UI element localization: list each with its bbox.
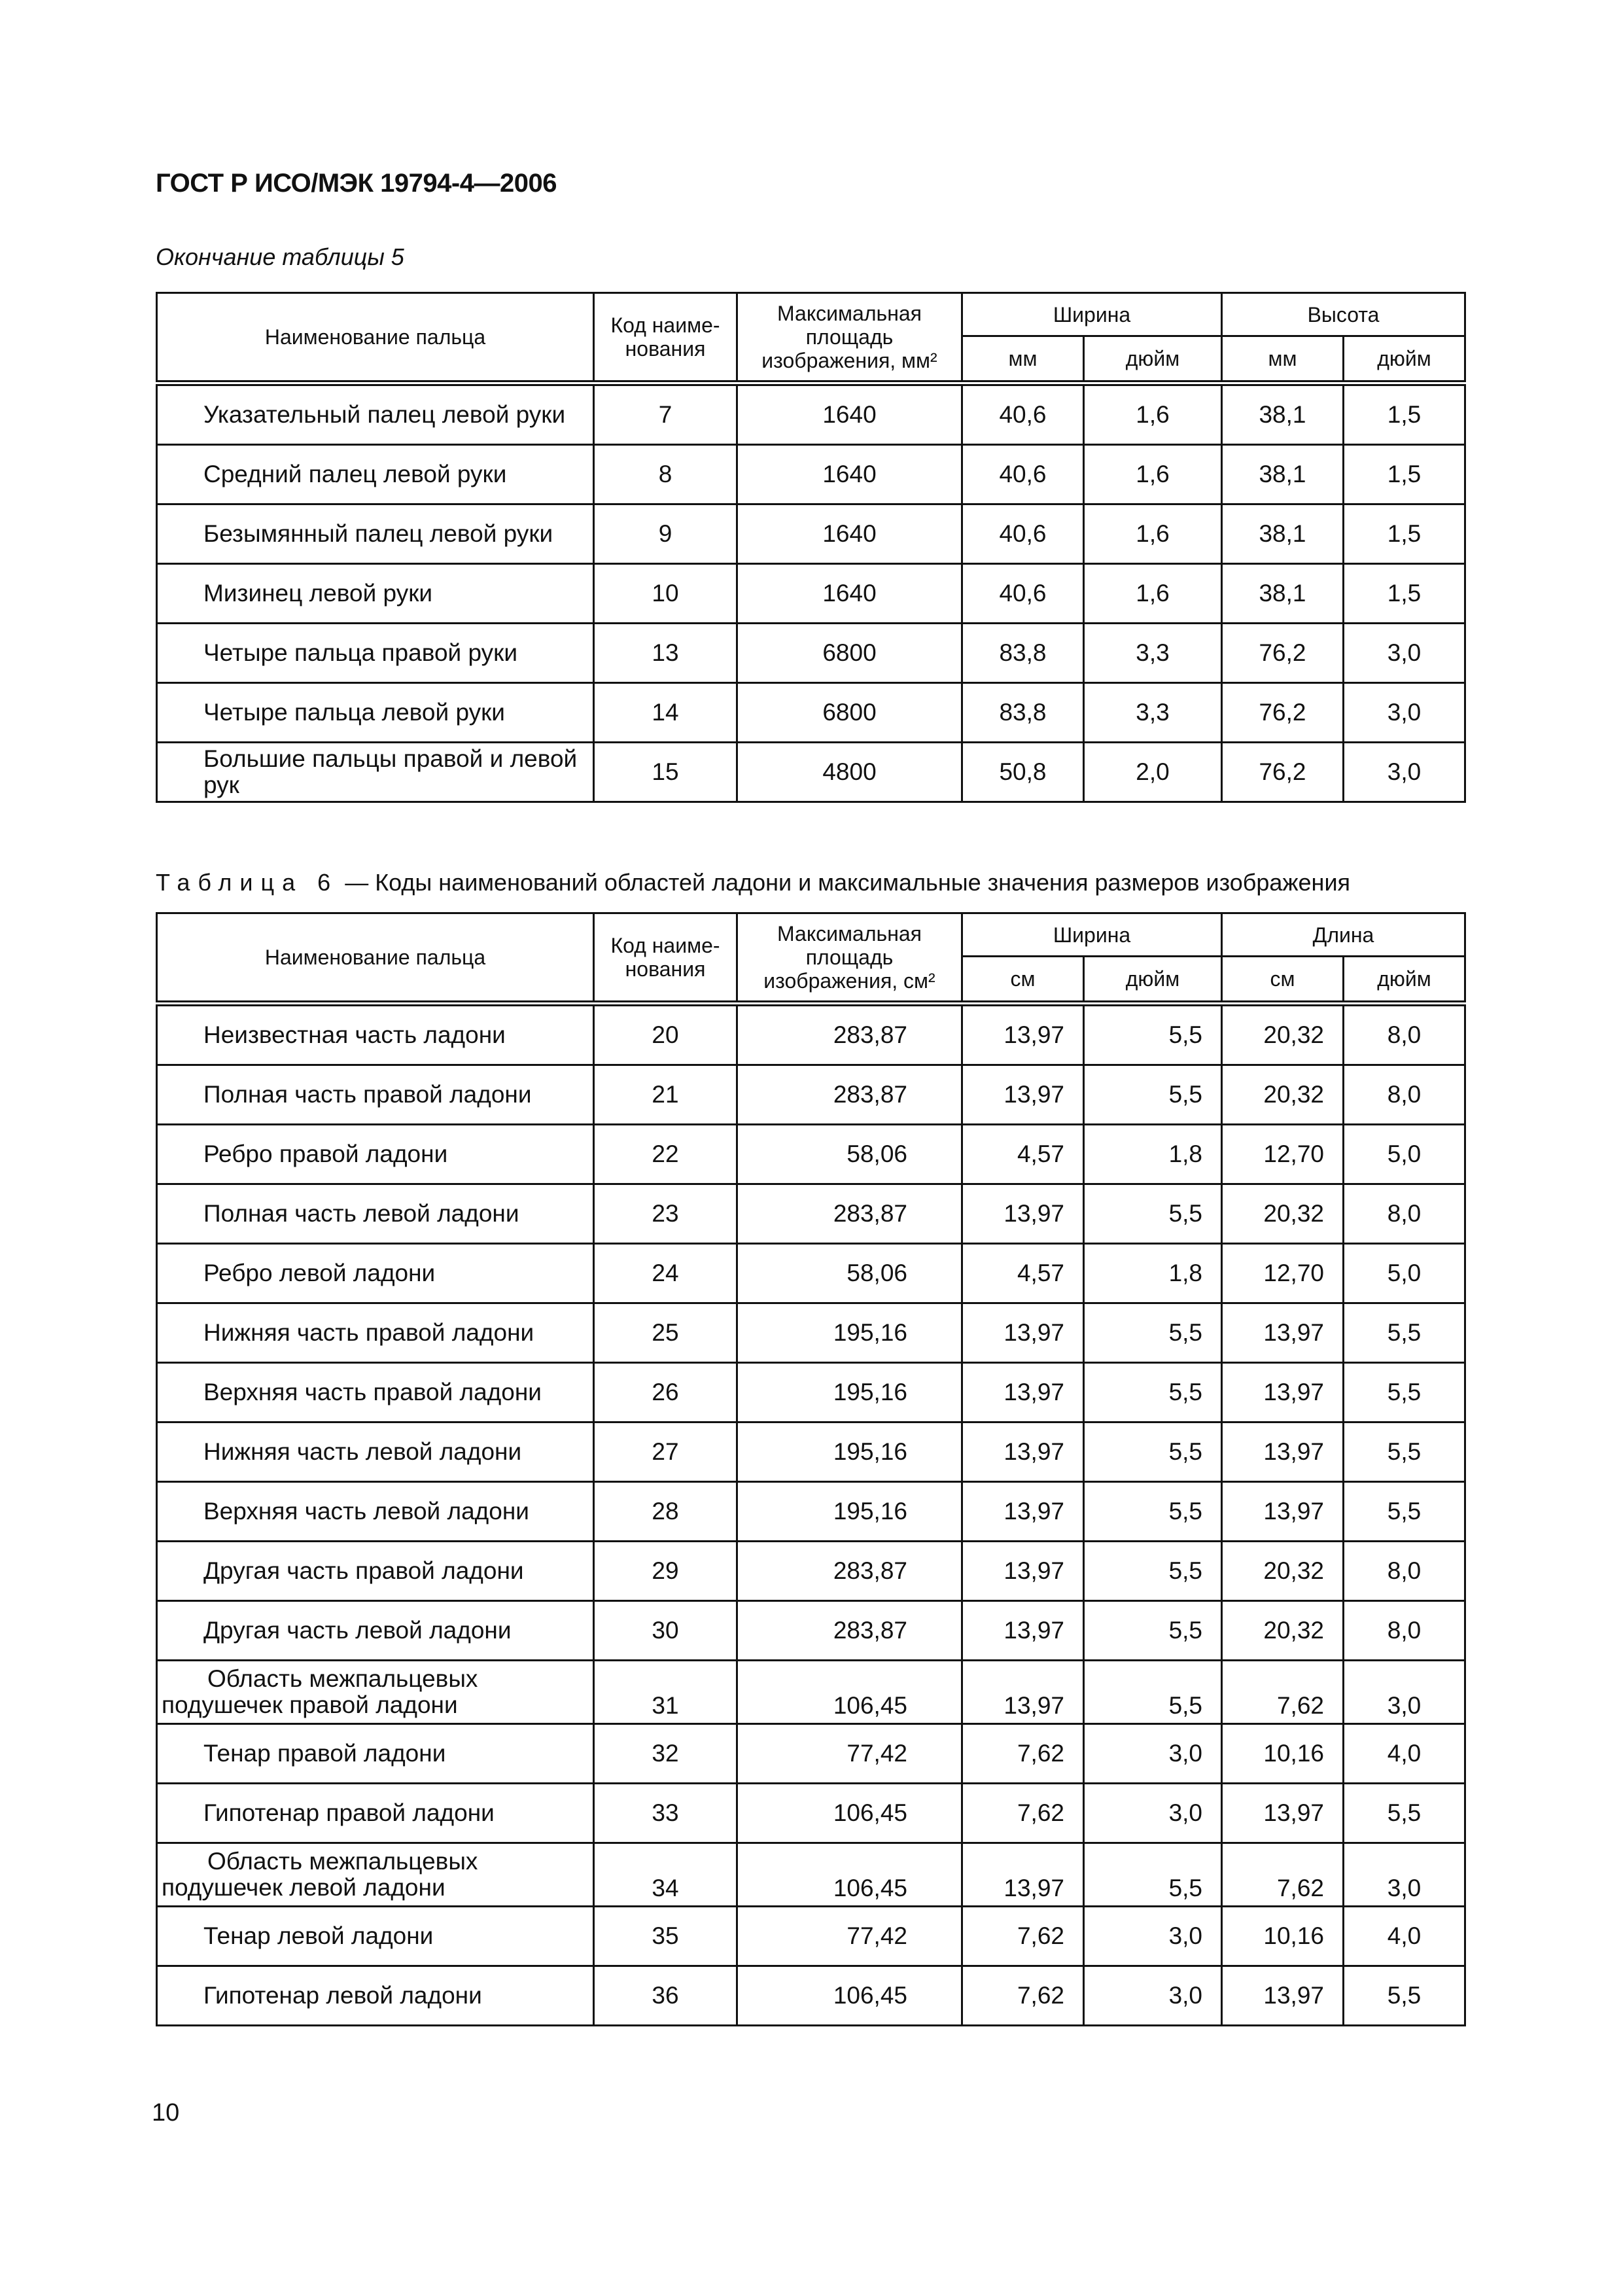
table-row: [157, 1661, 1465, 1724]
cell-area: 77,42: [737, 1724, 962, 1784]
cell-area: 106,45: [737, 1966, 962, 2026]
table-row: [157, 1601, 1465, 1661]
cell-width-metric: 13,97: [962, 1004, 1084, 1065]
cell-width-inch: 5,5: [1084, 1363, 1222, 1422]
cell-area: 106,45: [737, 1843, 962, 1907]
table-row: [157, 1482, 1465, 1542]
cell-width-metric: 13,97: [962, 1661, 1084, 1724]
cell-width-inch: 5,5: [1084, 1184, 1222, 1244]
cell-height-metric: 38,1: [1222, 564, 1344, 624]
cell-width-inch: 5,5: [1084, 1303, 1222, 1363]
cell-code: 21: [594, 1065, 737, 1125]
cell-area: 6800: [737, 624, 962, 683]
table-row: [157, 1843, 1465, 1907]
cell-width-inch: 1,8: [1084, 1125, 1222, 1184]
table6-caption-text: — Коды наименований областей ладони и максимальные значения размеров изображения: [345, 869, 1351, 896]
cell-code: 36: [594, 1966, 737, 2026]
cell-name: Тенар правой ладони: [157, 1724, 594, 1784]
header-height-inch: дюйм: [1344, 336, 1465, 383]
cell-width-metric: 40,6: [962, 383, 1084, 445]
cell-name: Нижняя часть правой ладони: [157, 1303, 594, 1363]
cell-width-metric: 7,62: [962, 1784, 1084, 1843]
cell-width-metric: 13,97: [962, 1542, 1084, 1601]
header-code: Код наиме-нования: [594, 913, 737, 1004]
cell-code: 22: [594, 1125, 737, 1184]
cell-name: Полная часть левой ладони: [157, 1184, 594, 1244]
table-row: [157, 1004, 1465, 1065]
cell-name: Четыре пальца левой руки: [157, 683, 594, 743]
cell-height-inch: 8,0: [1344, 1184, 1465, 1244]
cell-area: 283,87: [737, 1601, 962, 1661]
cell-height-inch: 4,0: [1344, 1907, 1465, 1966]
cell-height-inch: 4,0: [1344, 1724, 1465, 1784]
cell-width-inch: 5,5: [1084, 1065, 1222, 1125]
cell-width-inch: 3,0: [1084, 1724, 1222, 1784]
cell-width-metric: 83,8: [962, 624, 1084, 683]
cell-name: Ребро правой ладони: [157, 1125, 594, 1184]
cell-width-inch: 3,3: [1084, 624, 1222, 683]
header-width-metric: мм: [962, 336, 1084, 383]
cell-code: 30: [594, 1601, 737, 1661]
cell-height-inch: 3,0: [1344, 1843, 1465, 1907]
table-row: [157, 383, 1465, 445]
cell-width-inch: 3,0: [1084, 1907, 1222, 1966]
header-height-metric: мм: [1222, 336, 1344, 383]
table-row: [157, 1065, 1465, 1125]
cell-name: Верхняя часть левой ладони: [157, 1482, 594, 1542]
cell-height-inch: 5,5: [1344, 1303, 1465, 1363]
page-number: 10: [152, 2099, 180, 2127]
header-length-inch: дюйм: [1344, 957, 1465, 1004]
cell-height-metric: 10,16: [1222, 1724, 1344, 1784]
cell-area: 195,16: [737, 1303, 962, 1363]
table-row: [157, 564, 1465, 624]
cell-height-metric: 13,97: [1222, 1303, 1344, 1363]
cell-height-metric: 7,62: [1222, 1661, 1344, 1724]
cell-code: 34: [594, 1843, 737, 1907]
cell-height-metric: 13,97: [1222, 1422, 1344, 1482]
cell-name: Средний палец левой руки: [157, 445, 594, 504]
cell-width-metric: 7,62: [962, 1966, 1084, 2026]
table-row: [157, 743, 1465, 802]
cell-height-metric: 20,32: [1222, 1601, 1344, 1661]
header-width: Ширина: [962, 913, 1222, 957]
cell-height-inch: 5,5: [1344, 1784, 1465, 1843]
cell-width-inch: 1,8: [1084, 1244, 1222, 1303]
table-row: [157, 624, 1465, 683]
cell-height-metric: 38,1: [1222, 504, 1344, 564]
cell-area: 58,06: [737, 1125, 962, 1184]
cell-height-metric: 7,62: [1222, 1843, 1344, 1907]
cell-width-metric: 13,97: [962, 1363, 1084, 1422]
cell-width-metric: 7,62: [962, 1907, 1084, 1966]
cell-height-inch: 1,5: [1344, 383, 1465, 445]
cell-width-metric: 40,6: [962, 504, 1084, 564]
cell-height-metric: 12,70: [1222, 1125, 1344, 1184]
cell-code: 24: [594, 1244, 737, 1303]
table6-caption: [156, 869, 1350, 896]
cell-code: 13: [594, 624, 737, 683]
cell-code: 14: [594, 683, 737, 743]
cell-code: 9: [594, 504, 737, 564]
cell-width-inch: 5,5: [1084, 1542, 1222, 1601]
cell-width-metric: 4,57: [962, 1244, 1084, 1303]
cell-height-inch: 1,5: [1344, 445, 1465, 504]
cell-height-metric: 20,32: [1222, 1184, 1344, 1244]
cell-height-metric: 13,97: [1222, 1784, 1344, 1843]
cell-area: 6800: [737, 683, 962, 743]
cell-name: Гипотенар левой ладони: [157, 1966, 594, 2026]
table6-caption-label: Таблица 6: [156, 869, 339, 896]
table-row: [157, 1363, 1465, 1422]
table-row: [157, 1303, 1465, 1363]
table-row: [157, 1784, 1465, 1843]
cell-width-metric: 13,97: [962, 1184, 1084, 1244]
cell-code: 32: [594, 1724, 737, 1784]
cell-code: 20: [594, 1004, 737, 1065]
cell-width-inch: 1,6: [1084, 564, 1222, 624]
cell-height-inch: 5,5: [1344, 1363, 1465, 1422]
cell-name: Другая часть правой ладони: [157, 1542, 594, 1601]
cell-height-inch: 1,5: [1344, 504, 1465, 564]
cell-code: 7: [594, 383, 737, 445]
cell-area: 1640: [737, 504, 962, 564]
cell-width-metric: 13,97: [962, 1482, 1084, 1542]
table-6: [156, 912, 1466, 2026]
table-row: [157, 1244, 1465, 1303]
cell-name: Гипотенар правой ладони: [157, 1784, 594, 1843]
cell-width-metric: 13,97: [962, 1303, 1084, 1363]
header-width-metric: см: [962, 957, 1084, 1004]
cell-height-inch: 3,0: [1344, 624, 1465, 683]
cell-area: 1640: [737, 564, 962, 624]
cell-width-metric: 13,97: [962, 1422, 1084, 1482]
header-length-metric: см: [1222, 957, 1344, 1004]
cell-area: 283,87: [737, 1065, 962, 1125]
cell-width-inch: 5,5: [1084, 1601, 1222, 1661]
header-width: Ширина: [962, 293, 1222, 336]
cell-area: 195,16: [737, 1482, 962, 1542]
cell-width-inch: 1,6: [1084, 445, 1222, 504]
table-row: [157, 1422, 1465, 1482]
cell-area: 195,16: [737, 1422, 962, 1482]
cell-height-metric: 76,2: [1222, 683, 1344, 743]
cell-name: Нижняя часть левой ладони: [157, 1422, 594, 1482]
cell-height-metric: 13,97: [1222, 1363, 1344, 1422]
cell-height-metric: 38,1: [1222, 445, 1344, 504]
cell-height-inch: 3,0: [1344, 743, 1465, 802]
cell-code: 10: [594, 564, 737, 624]
cell-name: Большие пальцы правой и левой рук: [157, 743, 594, 802]
cell-height-metric: 20,32: [1222, 1542, 1344, 1601]
cell-width-metric: 40,6: [962, 564, 1084, 624]
cell-height-metric: 76,2: [1222, 624, 1344, 683]
table-row: [157, 1542, 1465, 1601]
table-row: [157, 1184, 1465, 1244]
cell-code: 25: [594, 1303, 737, 1363]
cell-code: 29: [594, 1542, 737, 1601]
cell-width-metric: 13,97: [962, 1601, 1084, 1661]
cell-width-inch: 5,5: [1084, 1843, 1222, 1907]
cell-area: 195,16: [737, 1363, 962, 1422]
cell-height-inch: 8,0: [1344, 1004, 1465, 1065]
cell-height-inch: 8,0: [1344, 1065, 1465, 1125]
cell-width-inch: 5,5: [1084, 1661, 1222, 1724]
cell-name: Указательный палец левой руки: [157, 383, 594, 445]
cell-area: 1640: [737, 445, 962, 504]
cell-name: Область межпальцевых подушечек правой ладони: [157, 1661, 594, 1724]
table-row: [157, 445, 1465, 504]
cell-width-inch: 1,6: [1084, 504, 1222, 564]
cell-width-inch: 1,6: [1084, 383, 1222, 445]
cell-height-inch: 5,0: [1344, 1125, 1465, 1184]
cell-width-metric: 83,8: [962, 683, 1084, 743]
cell-code: 33: [594, 1784, 737, 1843]
cell-width-metric: 13,97: [962, 1843, 1084, 1907]
cell-area: 283,87: [737, 1004, 962, 1065]
header-height: Высота: [1222, 293, 1465, 336]
cell-width-inch: 5,5: [1084, 1422, 1222, 1482]
cell-name: Область межпальцевых подушечек левой ладони: [157, 1843, 594, 1907]
cell-name: Полная часть правой ладони: [157, 1065, 594, 1125]
cell-name: Тенар левой ладони: [157, 1907, 594, 1966]
cell-name: Мизинец левой руки: [157, 564, 594, 624]
cell-height-inch: 5,5: [1344, 1482, 1465, 1542]
cell-height-inch: 5,5: [1344, 1422, 1465, 1482]
cell-width-inch: 3,0: [1084, 1784, 1222, 1843]
header-code: Код наиме-нования: [594, 293, 737, 383]
table-row: [157, 504, 1465, 564]
table-row: [157, 1724, 1465, 1784]
header-width-inch: дюйм: [1084, 336, 1222, 383]
table5-caption: Окончание таблицы 5: [156, 243, 404, 270]
cell-code: 15: [594, 743, 737, 802]
cell-code: 26: [594, 1363, 737, 1422]
cell-height-inch: 5,5: [1344, 1966, 1465, 2026]
cell-name: Безымянный палец левой руки: [157, 504, 594, 564]
cell-width-inch: 5,5: [1084, 1004, 1222, 1065]
cell-height-metric: 76,2: [1222, 743, 1344, 802]
cell-height-inch: 3,0: [1344, 1661, 1465, 1724]
cell-height-metric: 38,1: [1222, 383, 1344, 445]
table-row: [157, 1125, 1465, 1184]
cell-width-metric: 7,62: [962, 1724, 1084, 1784]
table-row: [157, 1907, 1465, 1966]
cell-height-inch: 8,0: [1344, 1601, 1465, 1661]
cell-height-metric: 20,32: [1222, 1065, 1344, 1125]
cell-name: Другая часть левой ладони: [157, 1601, 594, 1661]
table-row: [157, 683, 1465, 743]
cell-area: 283,87: [737, 1542, 962, 1601]
cell-area: 1640: [737, 383, 962, 445]
cell-area: 4800: [737, 743, 962, 802]
cell-width-metric: 40,6: [962, 445, 1084, 504]
standard-title: ГОСТ Р ИСО/МЭК 19794-4—2006: [156, 169, 557, 198]
table-5: [156, 292, 1466, 803]
cell-width-inch: 3,3: [1084, 683, 1222, 743]
cell-width-metric: 13,97: [962, 1065, 1084, 1125]
table-row: [157, 1966, 1465, 2026]
cell-code: 23: [594, 1184, 737, 1244]
header-name: Наименование пальца: [157, 293, 594, 383]
cell-height-inch: 8,0: [1344, 1542, 1465, 1601]
cell-height-inch: 5,0: [1344, 1244, 1465, 1303]
cell-area: 77,42: [737, 1907, 962, 1966]
cell-code: 35: [594, 1907, 737, 1966]
header-width-inch: дюйм: [1084, 957, 1222, 1004]
header-area: Максимальная площадь изображения, см²: [737, 913, 962, 1004]
header-length: Длина: [1222, 913, 1465, 957]
cell-area: 283,87: [737, 1184, 962, 1244]
cell-area: 106,45: [737, 1784, 962, 1843]
cell-name: Ребро левой ладони: [157, 1244, 594, 1303]
cell-code: 8: [594, 445, 737, 504]
cell-height-inch: 3,0: [1344, 683, 1465, 743]
cell-name: Четыре пальца правой руки: [157, 624, 594, 683]
cell-height-metric: 10,16: [1222, 1907, 1344, 1966]
cell-name: Неизвестная часть ладони: [157, 1004, 594, 1065]
cell-height-metric: 20,32: [1222, 1004, 1344, 1065]
cell-code: 31: [594, 1661, 737, 1724]
cell-width-inch: 5,5: [1084, 1482, 1222, 1542]
cell-area: 58,06: [737, 1244, 962, 1303]
cell-height-inch: 1,5: [1344, 564, 1465, 624]
cell-code: 27: [594, 1422, 737, 1482]
cell-width-inch: 3,0: [1084, 1966, 1222, 2026]
cell-height-metric: 13,97: [1222, 1482, 1344, 1542]
cell-width-inch: 2,0: [1084, 743, 1222, 802]
header-area: Максимальная площадь изображения, мм²: [737, 293, 962, 383]
cell-code: 28: [594, 1482, 737, 1542]
cell-width-metric: 4,57: [962, 1125, 1084, 1184]
cell-area: 106,45: [737, 1661, 962, 1724]
cell-width-metric: 50,8: [962, 743, 1084, 802]
cell-height-metric: 13,97: [1222, 1966, 1344, 2026]
header-name: Наименование пальца: [157, 913, 594, 1004]
cell-name: Верхняя часть правой ладони: [157, 1363, 594, 1422]
cell-height-metric: 12,70: [1222, 1244, 1344, 1303]
